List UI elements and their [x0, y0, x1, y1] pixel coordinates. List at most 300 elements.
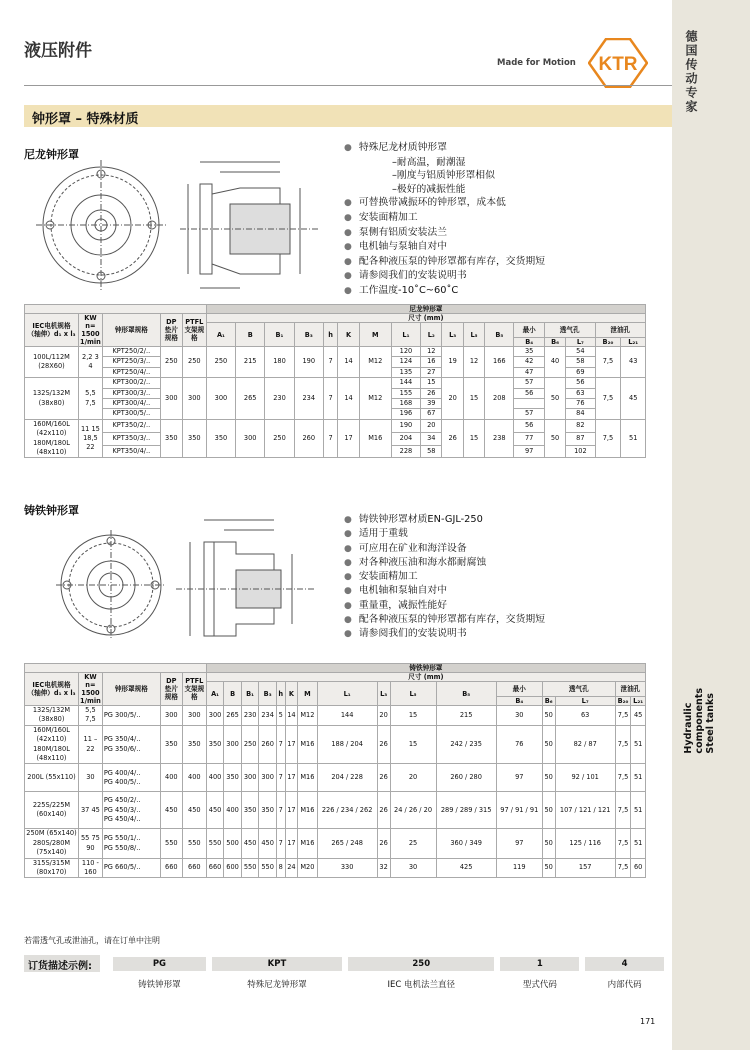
table-cell — [102, 764, 160, 792]
table-cell: 400 — [206, 764, 224, 792]
table-row — [25, 858, 646, 878]
table-cell: 45 — [631, 706, 646, 726]
nylon-front-drawing — [36, 160, 166, 290]
table-cell: KPT250/2/.. — [102, 347, 160, 357]
page-title: 液压附件 — [24, 41, 92, 61]
table-cell: 26 — [377, 829, 390, 858]
table-cell: 14 — [338, 347, 359, 378]
col-header: B — [236, 323, 265, 347]
table-cell: 315S/315M (80x170) — [25, 858, 79, 878]
table-cell: KPT350/4/.. — [102, 445, 160, 458]
table-cell: 47 — [514, 367, 544, 377]
col-header: L₃ — [442, 323, 463, 347]
col-header: K — [338, 323, 359, 347]
table-row — [25, 378, 646, 388]
table-cell: 450 — [182, 792, 206, 829]
col-header: h — [276, 682, 285, 706]
table-cell: 124 — [391, 357, 420, 367]
col-header: B₁ — [265, 323, 294, 347]
col-header: DP 垫片规格 — [160, 314, 182, 347]
feature-item: ● 工作温度-10˚C~60˚C — [344, 284, 545, 299]
table-cell: 350 — [206, 419, 235, 458]
table-cell: M12 — [298, 706, 317, 726]
table-cell: 196 — [391, 409, 420, 419]
col-header: L₂₁ — [621, 338, 646, 347]
table-cell: 5 — [276, 706, 285, 726]
table-cell: 157 — [555, 858, 615, 878]
table-cell: 35 — [514, 347, 544, 357]
type-code: PG 350/6/.. — [103, 744, 141, 753]
table-cell: 8 — [276, 858, 285, 878]
table-cell: 204 / 228 — [317, 764, 377, 792]
type-code: PG 550/8/.. — [103, 843, 141, 852]
table-cell: 57 — [514, 378, 544, 388]
table-cell: 125 / 116 — [555, 829, 615, 858]
order-code: KPT — [209, 957, 345, 971]
table-cell: M16 — [298, 764, 317, 792]
feature-item: ● 重量重，减振性能好 — [344, 599, 545, 613]
table-cell: 19 — [442, 347, 463, 378]
table-cell: 50 — [542, 792, 555, 829]
table-cell: 17 — [285, 725, 298, 764]
col-header: B₃ — [294, 323, 323, 347]
order-desc: 铸铁钟形罩 — [113, 971, 209, 999]
table-cell: 27 — [421, 367, 442, 377]
table-cell: 660 — [206, 858, 224, 878]
table-title: 铸铁钟形罩 — [206, 664, 645, 673]
table-cell: 450 — [206, 792, 224, 829]
table-cell: 160M/160L (42x110) 180M/180L (48x110) — [25, 725, 79, 764]
table-cell: 7,5 — [615, 829, 631, 858]
table-cell: 289 / 289 / 315 — [436, 792, 496, 829]
section-title: 钟形罩 – 特殊材质 — [32, 112, 139, 127]
table-cell: 16 — [421, 357, 442, 367]
table-cell: 7,5 — [615, 792, 631, 829]
table-cell: 15 — [463, 419, 484, 458]
table-cell: 215 — [436, 706, 496, 726]
table-cell: 260 — [294, 419, 323, 458]
table-cell: 350 — [160, 419, 182, 458]
table-cell: 166 — [485, 347, 514, 378]
col-header: 最小 — [496, 682, 542, 697]
table-cell: 450 — [160, 792, 182, 829]
header-divider — [24, 85, 672, 86]
table-cell: 26 — [377, 725, 390, 764]
table-cell: 155 — [391, 388, 420, 398]
table-cell: 50 — [542, 858, 555, 878]
table-cell: 500 — [224, 829, 242, 858]
table-cell: 204 — [391, 432, 420, 445]
table-cell: 63 — [555, 706, 615, 726]
table-cell: 350 — [241, 792, 259, 829]
table-cell: 11 – 22 — [79, 725, 103, 764]
col-header: 透气孔 — [544, 323, 595, 338]
table-cell: 180 — [265, 347, 294, 378]
table-cell: 250 — [182, 347, 206, 378]
table-cell: 67 — [421, 409, 442, 419]
table-cell — [25, 664, 207, 673]
cast-table — [24, 663, 646, 878]
table-cell: 58 — [566, 357, 595, 367]
col-header: IEC电机规格（轴伸）d₁ x l₃ — [25, 673, 79, 706]
table-cell: 97 / 91 / 91 — [496, 792, 542, 829]
order-desc: 特殊尼龙钟形罩 — [209, 971, 345, 999]
table-cell: 20 — [377, 706, 390, 726]
table-cell: 25 — [390, 829, 436, 858]
order-desc: 内部代码 — [582, 971, 667, 999]
table-cell: 215 — [236, 347, 265, 378]
type-code: PG 350/4/.. — [103, 735, 141, 744]
table-cell: 51 — [631, 725, 646, 764]
table-cell: M16 — [298, 725, 317, 764]
table-cell: 350 — [160, 725, 182, 764]
table-cell: 234 — [259, 706, 277, 726]
col-header: K — [285, 682, 298, 706]
col-header: 最小 — [514, 323, 544, 338]
table-cell: M20 — [298, 858, 317, 878]
table-cell: 30 — [390, 858, 436, 878]
right-sidebar — [672, 0, 750, 1050]
table-cell: 32 — [377, 858, 390, 878]
type-code: PG 450/3/.. — [103, 805, 141, 814]
table-cell: 265 — [224, 706, 242, 726]
table-cell: 60 — [631, 858, 646, 878]
feature-item: ● 铸铁钟形罩材质EN-GJL-250 — [344, 513, 545, 527]
table-cell: 51 — [631, 792, 646, 829]
cast-section-drawing — [176, 508, 316, 654]
feature-item: ● 对各种液压油和海水都耐腐蚀 — [344, 556, 545, 570]
table-cell: KPT250/4/.. — [102, 367, 160, 377]
order-code: 1 — [497, 957, 582, 971]
table-cell: 300 — [206, 378, 235, 420]
table-cell: 660 — [160, 858, 182, 878]
table-cell — [102, 829, 160, 858]
col-header: 钟形罩规格 — [102, 314, 160, 347]
table-cell: 135 — [391, 367, 420, 377]
table-cell: 15 — [390, 706, 436, 726]
col-header: L₂₁ — [631, 697, 646, 706]
table-cell — [102, 858, 160, 878]
table-cell: 550 — [241, 858, 259, 878]
table-cell: 144 — [317, 706, 377, 726]
table-cell: 84 — [566, 409, 595, 419]
table-cell: 300 — [241, 764, 259, 792]
order-code: 4 — [582, 957, 667, 971]
col-header: L₂ — [421, 323, 442, 347]
table-cell: 69 — [566, 367, 595, 377]
table-cell: 7 — [323, 419, 337, 458]
table-cell — [102, 706, 160, 726]
col-header: L₃ — [377, 682, 390, 706]
table-cell: 250M (65x140) 280S/280M (75x140) — [26, 829, 77, 857]
table-cell: 20 — [390, 764, 436, 792]
order-note: 若需透气孔或泄油孔，请在订单中注明 — [24, 936, 160, 945]
table-cell: 7 — [323, 378, 337, 420]
feature-item: ● 特殊尼龙材质钟形罩 — [344, 141, 545, 156]
table-cell: 660 — [182, 858, 206, 878]
table-cell: 300 — [182, 378, 206, 420]
table-cell: 260 — [259, 725, 277, 764]
col-header: L₇ — [566, 338, 595, 347]
table-cell: 5,5 7,5 — [79, 706, 103, 726]
col-header: PTFL 支架规格 — [182, 314, 206, 347]
table-cell: 7 — [323, 347, 337, 378]
table-cell: 110 - 160 — [79, 858, 103, 878]
col-header: L₇ — [555, 697, 615, 706]
table-cell: 300 — [160, 706, 182, 726]
col-header: B₆ — [544, 338, 565, 347]
col-header: A₁ — [206, 682, 224, 706]
table-cell: 51 — [621, 419, 646, 458]
type-code: PG 660/5/.. — [103, 863, 141, 872]
table-cell: 12 — [421, 347, 442, 357]
table-cell: 5,5 7,5 — [79, 378, 103, 420]
table-cell: 132S/132M (38x80) — [25, 378, 79, 420]
col-header: B₃ — [259, 682, 277, 706]
col-header: KW n= 1500 1/min — [80, 314, 101, 346]
table-cell — [25, 305, 207, 314]
table-cell: 7 — [276, 725, 285, 764]
sidebar-english-title: Hydraulic components Steel tanks — [683, 688, 716, 754]
order-example-table — [113, 957, 670, 999]
table-cell: 200L (55x110) — [25, 764, 79, 792]
order-desc: 型式代码 — [497, 971, 582, 999]
col-header: L₅ — [390, 682, 436, 706]
table-cell: 17 — [285, 792, 298, 829]
col-header: M — [298, 682, 317, 706]
table-cell: 400 — [182, 764, 206, 792]
table-cell: 39 — [421, 399, 442, 409]
table-cell: 250 — [265, 419, 294, 458]
table-cell: 230 — [265, 378, 294, 420]
type-code: PG 450/2/.. — [103, 796, 141, 805]
col-header: B₄ — [514, 338, 544, 347]
table-cell: 54 — [566, 347, 595, 357]
table-cell: 45 — [621, 378, 646, 420]
table-cell: 242 / 235 — [436, 725, 496, 764]
table-cell: 250 — [241, 725, 259, 764]
col-header: B₂₀ — [595, 338, 621, 347]
type-code: PG 450/4/.. — [103, 815, 141, 824]
table-cell: 168 — [391, 399, 420, 409]
table-cell: KPT300/5/.. — [102, 409, 160, 419]
table-cell: 226 / 234 / 262 — [317, 792, 377, 829]
feature-item: ● 可替换带减振环的钟形罩，成本低 — [344, 196, 545, 211]
table-cell: 300 — [224, 725, 242, 764]
table-cell: 190 — [294, 347, 323, 378]
table-cell: 7,5 — [595, 378, 621, 420]
table-cell: 51 — [631, 764, 646, 792]
col-header: L₅ — [463, 323, 484, 347]
table-cell: 550 — [206, 829, 224, 858]
feature-item: ● 可应用在矿业和海洋设备 — [344, 542, 545, 556]
table-cell: 550 — [182, 829, 206, 858]
col-header: 尺寸 (mm) — [206, 673, 645, 682]
table-cell: 265 / 248 — [317, 829, 377, 858]
order-code: PG — [113, 957, 209, 971]
table-cell: 58 — [421, 445, 442, 458]
col-header: 钟形罩规格 — [102, 673, 160, 706]
table-cell: 15 — [390, 725, 436, 764]
table-cell: 26 — [377, 792, 390, 829]
order-desc: IEC 电机法兰直径 — [345, 971, 497, 999]
feature-item: ● 安装面精加工 — [344, 570, 545, 584]
table-cell: 56 — [514, 419, 544, 432]
table-cell: 265 — [236, 378, 265, 420]
table-cell: 40 — [544, 347, 565, 378]
table-cell: 24 — [285, 858, 298, 878]
table-row — [25, 419, 646, 432]
table-cell: 350 — [224, 764, 242, 792]
table-cell: KPT350/2/.. — [102, 419, 160, 432]
table-cell: 56 — [566, 378, 595, 388]
table-cell: 350 — [206, 725, 224, 764]
feature-item: ● 请参阅我们的安装说明书 — [344, 627, 545, 641]
col-header: 透气孔 — [542, 682, 615, 697]
table-cell: 144 — [391, 378, 420, 388]
table-cell: 77 — [514, 432, 544, 445]
table-cell: M16 — [298, 792, 317, 829]
col-header: A₁ — [206, 323, 235, 347]
table-cell: 250 — [160, 347, 182, 378]
table-cell: 350 — [182, 725, 206, 764]
col-header: B₅ — [485, 323, 514, 347]
table-row — [25, 764, 646, 792]
table-cell: 92 / 101 — [555, 764, 615, 792]
table-row — [25, 725, 646, 764]
col-header: B₂₀ — [615, 697, 631, 706]
table-cell: 350 — [182, 419, 206, 458]
col-header: DP 垫片规格 — [160, 673, 182, 706]
table-cell: 238 — [485, 419, 514, 458]
sidebar-vertical-title: 德国传动专家 — [684, 30, 698, 114]
table-cell: 160M/160L (42x110) 180M/180L (48x110) — [25, 419, 79, 458]
table-cell — [102, 792, 160, 829]
feature-item: ● 请参阅我们的安装说明书 — [344, 269, 545, 284]
table-cell: 360 / 349 — [436, 829, 496, 858]
table-cell: 11 15 18,5 22 — [79, 419, 103, 458]
table-cell: 600 — [224, 858, 242, 878]
table-row — [25, 792, 646, 829]
type-code: PG 400/4/.. — [103, 768, 141, 777]
table-cell: 2,2 3 4 — [79, 347, 103, 378]
table-cell: 190 — [391, 419, 420, 432]
table-cell: 76 — [496, 725, 542, 764]
cast-subtitle: 铸铁钟形罩 — [24, 504, 79, 517]
table-cell: 82 / 87 — [555, 725, 615, 764]
page-number: 171 — [640, 1017, 656, 1026]
table-cell: 20 — [442, 378, 463, 420]
table-cell: 234 — [294, 378, 323, 420]
table-cell: 300 — [236, 419, 265, 458]
table-cell: 12 — [463, 347, 484, 378]
table-row — [25, 706, 646, 726]
table-cell: 400 — [224, 792, 242, 829]
table-cell: 102 — [566, 445, 595, 458]
table-cell: M16 — [359, 419, 391, 458]
table-cell: 330 — [317, 858, 377, 878]
feature-item: ● 电机轴和泵轴自对中 — [344, 584, 545, 598]
table-cell: 56 — [514, 388, 544, 398]
table-cell: 100L/112M (28X60) — [25, 347, 79, 378]
table-cell: 26 — [377, 764, 390, 792]
table-cell: 450 — [241, 829, 259, 858]
table-cell: 132S/132M (38x80) — [25, 706, 79, 726]
table-cell: 7 — [276, 829, 285, 858]
table-cell: 208 — [485, 378, 514, 420]
table-cell: M12 — [359, 378, 391, 420]
type-code: PG 400/5/.. — [103, 777, 141, 786]
table-cell: 550 — [259, 858, 277, 878]
table-cell: 34 — [421, 432, 442, 445]
table-cell: 55 75 90 — [79, 829, 103, 858]
table-cell: 7,5 — [615, 706, 631, 726]
table-cell: 119 — [496, 858, 542, 878]
table-cell: 7,5 — [595, 347, 621, 378]
table-cell: 87 — [566, 432, 595, 445]
col-header: PTFL 支架规格 — [182, 673, 206, 706]
type-code: PG 550/1/.. — [103, 834, 141, 843]
table-cell: 43 — [621, 347, 646, 378]
nylon-section-drawing — [180, 148, 320, 296]
table-row — [25, 829, 646, 858]
table-cell: 26 — [442, 419, 463, 458]
cast-feature-list — [344, 513, 545, 642]
table-cell: 57 — [514, 409, 544, 419]
table-cell: 50 — [542, 829, 555, 858]
table-cell: 17 — [338, 419, 359, 458]
col-header: B₆ — [542, 697, 555, 706]
table-cell: 188 / 204 — [317, 725, 377, 764]
table-cell: 14 — [285, 706, 298, 726]
table-cell: 120 — [391, 347, 420, 357]
table-cell: 300 — [160, 378, 182, 420]
table-cell: 97 — [514, 445, 544, 458]
tagline: Made for Motion — [497, 58, 576, 68]
table-cell: 82 — [566, 419, 595, 432]
table-cell: 42 — [514, 357, 544, 367]
feature-item: ● 配各种液压泵的钟形罩都有库存，交货期短 — [344, 613, 545, 627]
table-cell: 225S/225M (60x140) — [25, 792, 79, 829]
table-cell: 300 — [182, 706, 206, 726]
table-cell: 14 — [338, 378, 359, 420]
table-cell: 300 — [259, 764, 277, 792]
table-cell: M16 — [298, 829, 317, 858]
col-header: 泄油孔 — [595, 323, 646, 338]
col-header: B₄ — [496, 697, 542, 706]
feature-item: ● 泵侧有铝质安装法兰 — [344, 226, 545, 241]
table-cell: M12 — [359, 347, 391, 378]
table-cell: 107 / 121 / 121 — [555, 792, 615, 829]
table-cell: 7,5 — [595, 419, 621, 458]
col-header: L₁ — [317, 682, 377, 706]
col-header: 尺寸 (mm) — [206, 314, 645, 323]
table-cell: 50 — [542, 725, 555, 764]
order-example-label: 订货描述示例: — [24, 955, 100, 972]
table-cell: 425 — [436, 858, 496, 878]
col-header: IEC电机规格（轴伸）d₁ x l₃ — [25, 314, 79, 347]
col-header: M — [359, 323, 391, 347]
table-cell: 76 — [566, 399, 595, 409]
table-cell: 51 — [631, 829, 646, 858]
col-header: 泄油孔 — [615, 682, 645, 697]
feature-item: ● 配各种液压泵的钟形罩都有库存，交货期短 — [344, 255, 545, 270]
table-cell: 97 — [496, 829, 542, 858]
feature-item: –极好的减振性能 — [392, 183, 466, 195]
table-cell: 7 — [276, 792, 285, 829]
svg-text:KTR: KTR — [598, 54, 638, 75]
table-cell: 20 — [421, 419, 442, 432]
